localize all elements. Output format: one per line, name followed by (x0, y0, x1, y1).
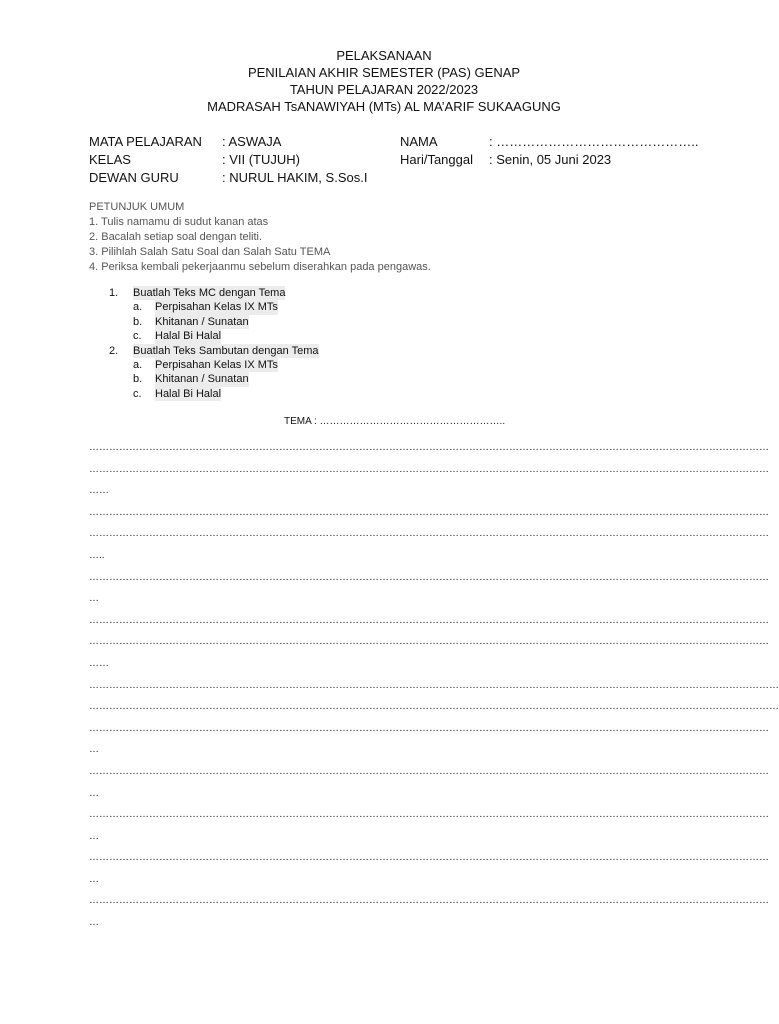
question-text: Buatlah Teks MC dengan Tema (133, 287, 286, 299)
answer-line: ……………………………………………………………………………………………………………………………………………………………………………………… (89, 679, 779, 691)
instruction-item: 3. Pilihlah Salah Satu Soal dan Salah Satu TEMA (89, 246, 331, 258)
info-value: : NURUL HAKIM, S.Sos.I (222, 170, 368, 185)
answer-line: … (89, 744, 99, 756)
option-text: Perpisahan Kelas IX MTs (155, 301, 278, 314)
answer-line: … (89, 873, 99, 885)
answer-line: …………………………………………………………………………………………………………………………………………………………………………………… (89, 765, 769, 777)
answer-line: …………………………………………………………………………………………………………………………………………………………………………………… (89, 809, 769, 821)
info-value: : Senin, 05 Juni 2023 (489, 152, 612, 167)
answer-line: …………………………………………………………………………………………………………………………………………………………………………………… (89, 895, 769, 907)
instruction-item: 4. Periksa kembali pekerjaanmu sebelum diserahkan pada pengawas. (89, 261, 431, 273)
info-right-block (400, 133, 698, 169)
question-item (89, 286, 319, 300)
option-text: Perpisahan Kelas IX MTs (155, 359, 278, 372)
option-item (89, 300, 319, 314)
info-label: DEWAN GURU (89, 170, 179, 185)
question-list (89, 286, 319, 401)
answer-line: ….. (89, 549, 105, 561)
instructions (89, 200, 431, 275)
answer-line: …………………………………………………………………………………………………………………………………………………………………………………… (89, 528, 769, 540)
option-letter: c. (133, 330, 142, 343)
tema-field: TEMA : ……………………………………………….. (284, 416, 506, 427)
answer-line: … (89, 787, 99, 799)
answer-line: … (89, 917, 99, 929)
answer-line: …………………………………………………………………………………………………………………………………………………………………………………… (89, 636, 769, 648)
option-letter: a. (133, 359, 143, 372)
instruction-item: 2. Bacalah setiap soal dengan teliti. (89, 231, 263, 243)
document-header (0, 47, 768, 115)
answer-line: …………………………………………………………………………………………………………………………………………………………………………………… (89, 463, 769, 475)
question-text: Buatlah Teks Sambutan dengan Tema (133, 344, 319, 357)
answer-line: …………………………………………………………………………………………………………………………………………………………………………………… (89, 506, 769, 518)
option-text: Halal Bi Halal (155, 387, 222, 400)
option-letter: b. (133, 315, 143, 328)
info-row-class (89, 151, 367, 169)
option-letter: b. (133, 373, 143, 386)
option-item (89, 315, 319, 329)
instruction-item: 1. Tulis namamu di sudut kanan atas (89, 216, 269, 228)
answer-line: … (89, 830, 99, 842)
answer-line: …… (89, 485, 109, 497)
info-label: MATA PELAJARAN (89, 134, 202, 149)
option-letter: a. (133, 301, 143, 314)
answer-area (89, 437, 779, 934)
header-school-name: MADRASAH TsANAWIYAH (MTs) AL MA’ARIF SUKAAGUNG (207, 99, 561, 114)
header-exam-name: PENILAIAN AKHIR SEMESTER (PAS) GENAP (247, 65, 521, 80)
answer-line: …………………………………………………………………………………………………………………………………………………………………………………… (89, 571, 769, 583)
option-item (89, 358, 319, 372)
instructions-title: PETUNJUK UMUM (89, 201, 185, 213)
info-value: : ASWAJA (222, 134, 282, 149)
info-row-name (400, 133, 698, 151)
option-item (89, 387, 319, 401)
name-fill-field: : ……………………………………….. (489, 134, 699, 149)
info-label: NAMA (400, 134, 438, 149)
option-text: Halal Bi Halal (155, 330, 222, 343)
option-text: Khitanan / Sunatan (155, 315, 249, 328)
answer-line: … (89, 593, 99, 605)
question-number: 2. (109, 344, 119, 357)
answer-line: …………………………………………………………………………………………………………………………………………………………………………………… (89, 614, 769, 626)
info-row-subject (89, 133, 367, 151)
question-number: 1. (109, 287, 119, 299)
answer-line: …………………………………………………………………………………………………………………………………………………………………………………… (89, 442, 769, 453)
answer-line: …… (89, 657, 109, 669)
answer-line: …………………………………………………………………………………………………………………………………………………………………………………… (89, 852, 769, 864)
question-item (89, 344, 319, 358)
option-text: Khitanan / Sunatan (155, 373, 249, 386)
option-item (89, 372, 319, 386)
info-label: KELAS (89, 152, 131, 167)
option-letter: c. (133, 387, 142, 400)
info-row-teacher (89, 169, 367, 187)
info-left-block (89, 133, 367, 187)
option-item (89, 329, 319, 343)
info-label: Hari/Tanggal (400, 152, 473, 167)
answer-line: ……………………………………………………………………………………………………………………………………………………………………………………… (89, 701, 779, 713)
answer-line: …………………………………………………………………………………………………………………………………………………………………………………… (89, 722, 769, 734)
info-row-date (400, 151, 698, 169)
info-value: : VII (TUJUH) (222, 152, 300, 167)
header-school-year: TAHUN PELAJARAN 2022/2023 (289, 82, 479, 97)
header-title: PELAKSANAAN (336, 48, 432, 63)
